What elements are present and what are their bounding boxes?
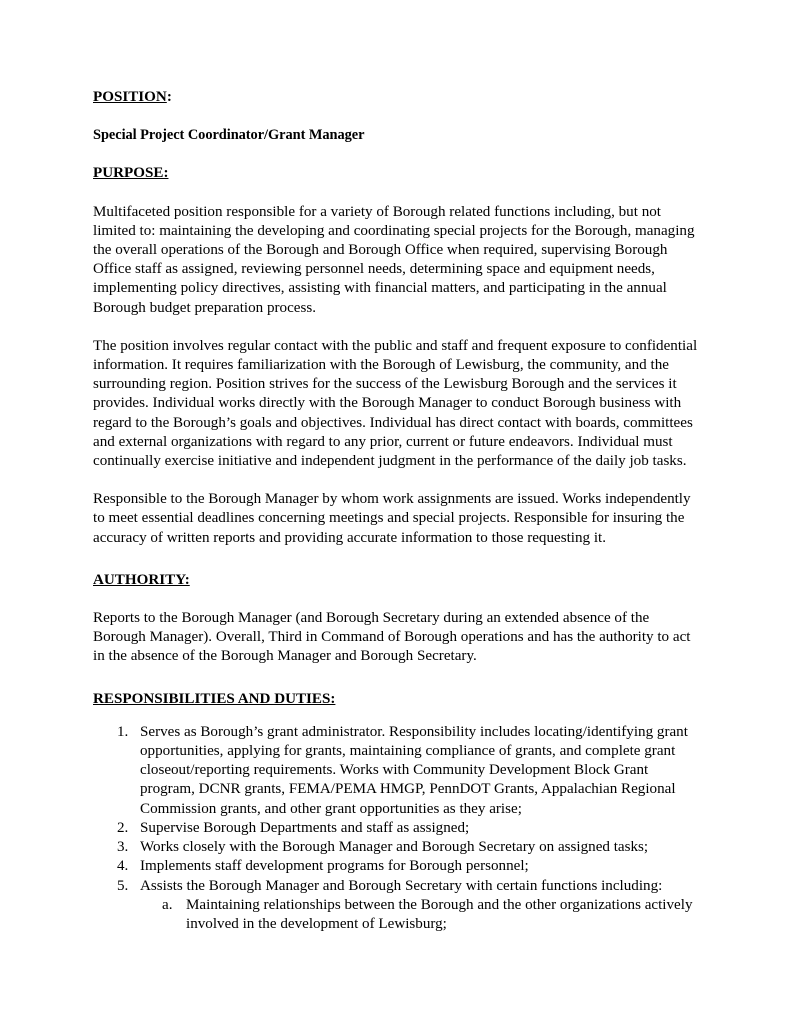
list-item	[93, 877, 701, 935]
spacer	[93, 318, 701, 337]
spacer	[93, 548, 701, 571]
list-item-marker: 1.	[117, 723, 129, 740]
spacer	[93, 107, 701, 126]
section-heading-purpose	[93, 164, 701, 183]
spacer	[93, 590, 701, 609]
list-item-text: Supervise Borough Departments and staff as assigned;	[140, 819, 470, 836]
list-item-text: Assists the Borough Manager and Borough Secretary with certain functions including:	[140, 877, 663, 894]
responsibilities-list	[93, 723, 701, 934]
list-item-marker: 5.	[117, 877, 129, 894]
purpose-paragraph-1: Multifaceted position responsible for a variety of Borough related functions including, but not limited to: maintaining the developing and coordinating special projects for the Borough, managing the overall operations of the Borough and Borough Office when required, supervising Borough Office staff as assigned, reviewing personnel needs, determining space and equipment needs, implementing policy directives, assisting with financial matters, and participating in the annual Borough budget preparation process.	[93, 203, 695, 316]
list-item-marker: 3.	[117, 839, 129, 856]
purpose-paragraph-2: The position involves regular contact with the public and staff and frequent exposure to confidential information. It requires familiarization with the Borough of Lewisburg, the community, and the surrounding region. Position strives for the success of the Lewisburg Borough and the services it provides. Individual works directly with the Borough Manager to conduct Borough business with regard to the Borough’s goals and objectives. Individual has direct contact with boards, committees and external organizations with regard to any prior, current or future endeavors. Individual must continually exercise initiative and independent judgment in the performance of the daily job tasks.	[93, 337, 698, 470]
list-item	[93, 857, 701, 876]
purpose-paragraph-3: Responsible to the Borough Manager by whom work assignments are issued. Works independently to meet essential deadlines concerning meetings and special projects. Responsible for insuring the accuracy of written reports and providing accurate information to those requesting it.	[93, 491, 691, 546]
section-heading-position	[93, 88, 701, 107]
list-item	[93, 819, 701, 838]
section-heading-purpose-label: PURPOSE:	[93, 165, 169, 182]
list-item-text: Implements staff development programs for Borough personnel;	[140, 858, 529, 875]
document-body	[93, 88, 701, 934]
responsibilities-sublist	[140, 896, 701, 934]
spacer	[93, 145, 701, 164]
list-item-marker: 2.	[117, 819, 129, 836]
list-item-text: Serves as Borough’s grant administrator. Responsibility includes locating/identifying grant opportunities, applying for grants, maintaining compliance of grants, and complete grant closeout/reporting requirements. Works with Community Development Block Grant program, DCNR grants, FEMA/PEMA HMGP, PennDOT Grants, Appalachian Regional Commission grants, and other grant opportunities as they arise;	[140, 723, 688, 817]
sublist-item-marker: a.	[162, 896, 173, 913]
sublist-item-text: Maintaining relationships between the Borough and the other organizations actively involved in the development of Lewisburg;	[186, 896, 693, 932]
position-title: Special Project Coordinator/Grant Manager	[93, 127, 365, 144]
section-heading-position-label: POSITION	[93, 89, 167, 105]
spacer	[93, 667, 701, 690]
responsibilities-list-wrapper	[93, 723, 701, 934]
list-item-text: Works closely with the Borough Manager and Borough Secretary on assigned tasks;	[140, 839, 649, 856]
spacer	[93, 471, 701, 490]
spacer	[93, 184, 701, 203]
section-heading-responsibilities-label: RESPONSIBILITIES AND DUTIES:	[93, 690, 336, 707]
authority-paragraph-1: Reports to the Borough Manager (and Borough Secretary during an extended absence of the Borough Manager). Overall, Third in Command of Borough operations and has the authority to act in the absence of the Borough Manager and Borough Secretary.	[93, 610, 691, 665]
sublist-item	[140, 896, 701, 934]
list-item-marker: 4.	[117, 858, 129, 875]
section-heading-responsibilities	[93, 690, 701, 709]
section-heading-authority-label: AUTHORITY:	[93, 571, 190, 588]
list-item	[93, 838, 701, 857]
list-item	[93, 723, 701, 819]
section-heading-authority	[93, 571, 701, 590]
section-heading-position-colon: :	[166, 89, 172, 105]
